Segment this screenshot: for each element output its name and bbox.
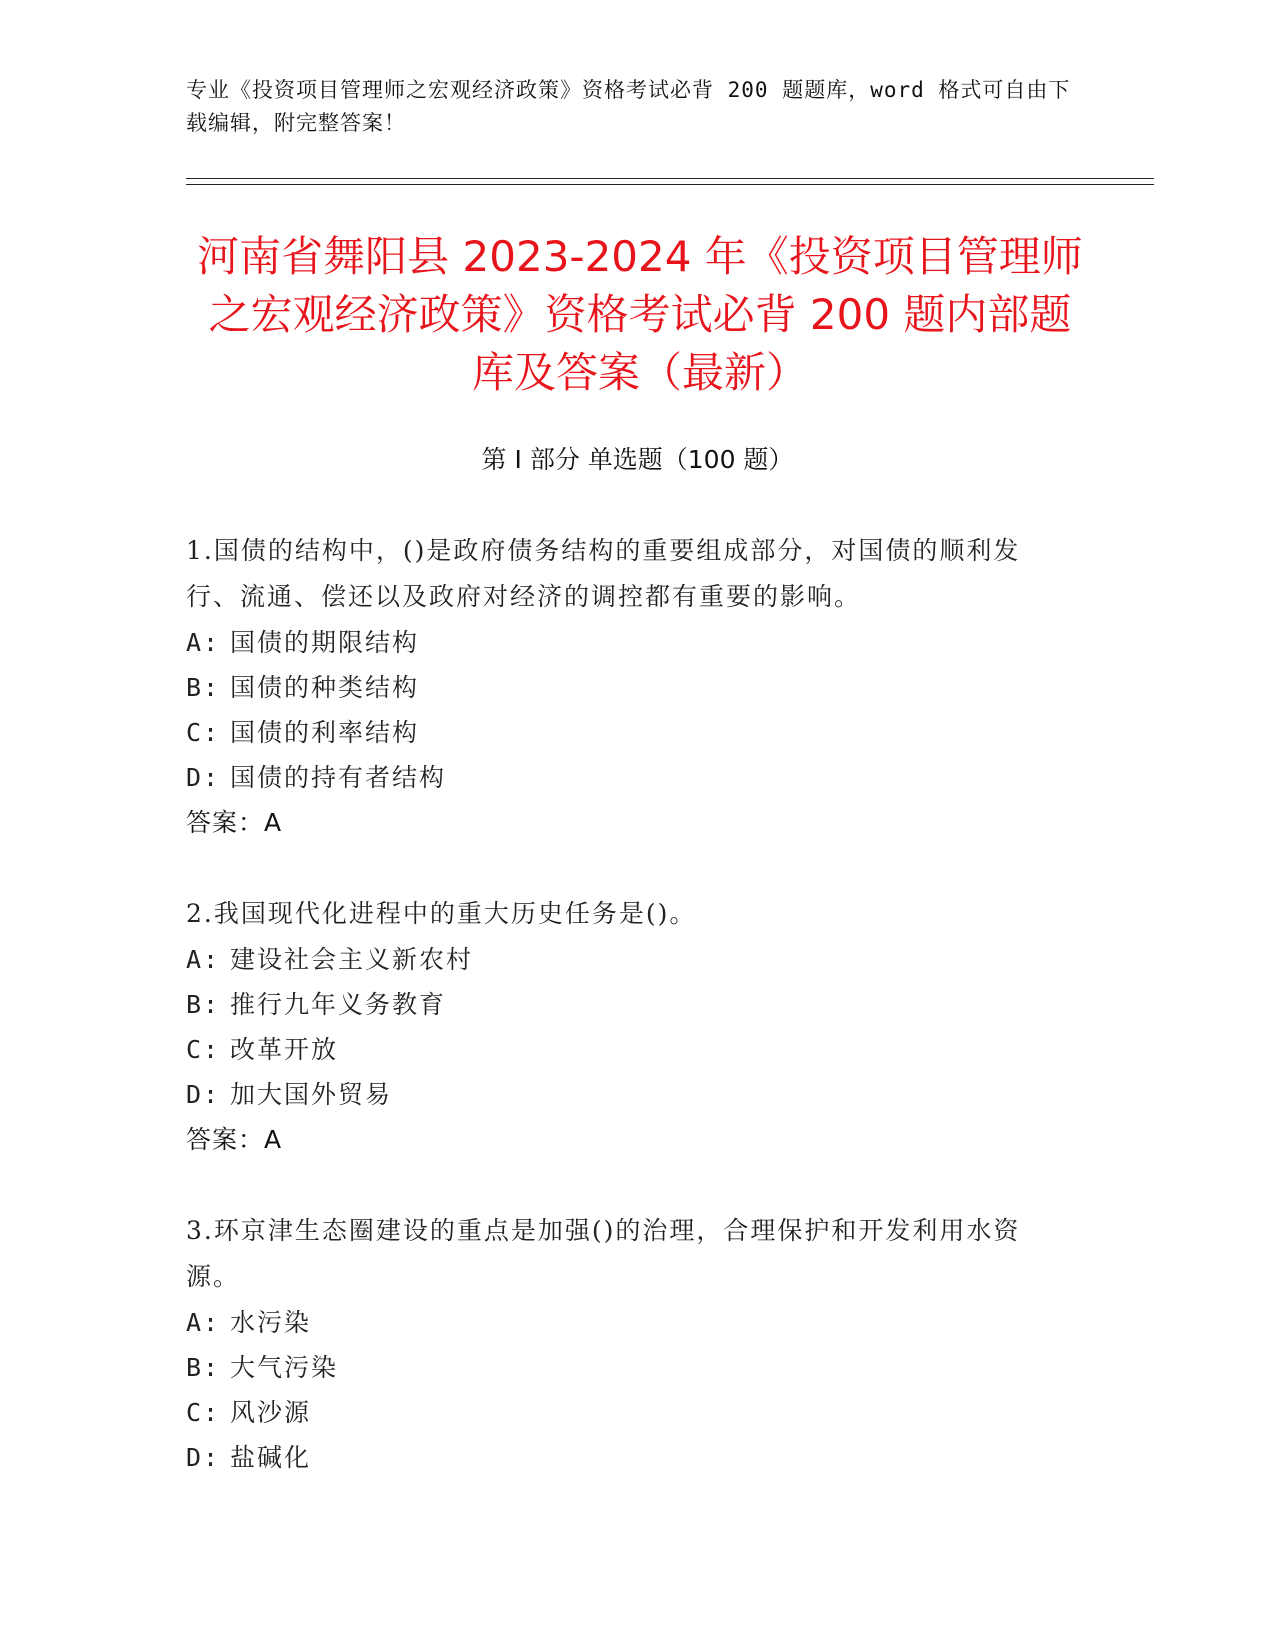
option-text: 大气污染 <box>220 1353 339 1382</box>
question-list <box>186 528 1066 1526</box>
document-title: 河南省舞阳县 2023-2024 年《投资项目管理师之宏观经济政策》资格考试必背 200 题内部题库及答案（最新） <box>197 232 1083 397</box>
option-letter: B: <box>186 673 221 702</box>
option-text: 建设社会主义新农村 <box>220 945 474 974</box>
option-text: 国债的持有者结构 <box>220 763 447 792</box>
answer-option <box>186 937 1066 982</box>
answer-line <box>186 1117 1066 1162</box>
answer-line <box>186 800 1066 845</box>
header-rule-bottom <box>186 184 1154 185</box>
answer-label: 答案： <box>186 1125 265 1154</box>
option-letter: A: <box>186 628 221 657</box>
question-block <box>186 528 1066 845</box>
option-letter: C: <box>186 1035 221 1064</box>
answer-option <box>186 1072 1066 1117</box>
option-text: 改革开放 <box>220 1035 339 1064</box>
option-letter: A: <box>186 945 221 974</box>
answer-option <box>186 620 1066 665</box>
option-letter: B: <box>186 990 221 1019</box>
option-letter: C: <box>186 1398 221 1427</box>
option-text: 国债的种类结构 <box>220 673 420 702</box>
answer-option <box>186 1027 1066 1072</box>
question-stem: 2.我国现代化进程中的重大历史任务是()。 <box>186 899 697 928</box>
option-text: 国债的利率结构 <box>220 718 420 747</box>
option-letter: C: <box>186 718 221 747</box>
answer-value: A <box>264 1125 283 1154</box>
answer-option <box>186 665 1066 710</box>
option-text: 风沙源 <box>220 1398 312 1427</box>
answer-option <box>186 1390 1066 1435</box>
option-letter: D: <box>186 1443 221 1472</box>
option-text: 推行九年义务教育 <box>220 990 447 1019</box>
answer-option <box>186 982 1066 1027</box>
option-text: 国债的期限结构 <box>220 628 420 657</box>
question-stem: 1.国债的结构中，()是政府债务结构的重要组成部分，对国债的顺利发行、流通、偿还以及政府对经济的调控都有重要的影响。 <box>186 536 1021 611</box>
question-block <box>186 1208 1066 1480</box>
question-stem: 3.环京津生态圈建设的重点是加强()的治理，合理保护和开发利用水资源。 <box>186 1216 1021 1291</box>
option-letter: D: <box>186 763 221 792</box>
option-letter: D: <box>186 1080 221 1109</box>
option-text: 加大国外贸易 <box>220 1080 393 1109</box>
answer-label: 答案： <box>186 808 265 837</box>
option-text: 水污染 <box>220 1308 312 1337</box>
section-heading: 第 I 部分 单选题（100 题） <box>481 445 794 474</box>
answer-option <box>186 1435 1066 1480</box>
answer-option <box>186 710 1066 755</box>
option-text: 盐碱化 <box>220 1443 312 1472</box>
answer-option <box>186 755 1066 800</box>
header-rule-top <box>186 178 1154 179</box>
option-letter: B: <box>186 1353 221 1382</box>
header-note: 专业《投资项目管理师之宏观经济政策》资格考试必背 200 题题库，word 格式可自由下载编辑，附完整答案！ <box>186 78 1071 135</box>
answer-option <box>186 1300 1066 1345</box>
answer-option <box>186 1345 1066 1390</box>
option-letter: A: <box>186 1308 221 1337</box>
answer-value: A <box>264 808 283 837</box>
question-block <box>186 891 1066 1162</box>
